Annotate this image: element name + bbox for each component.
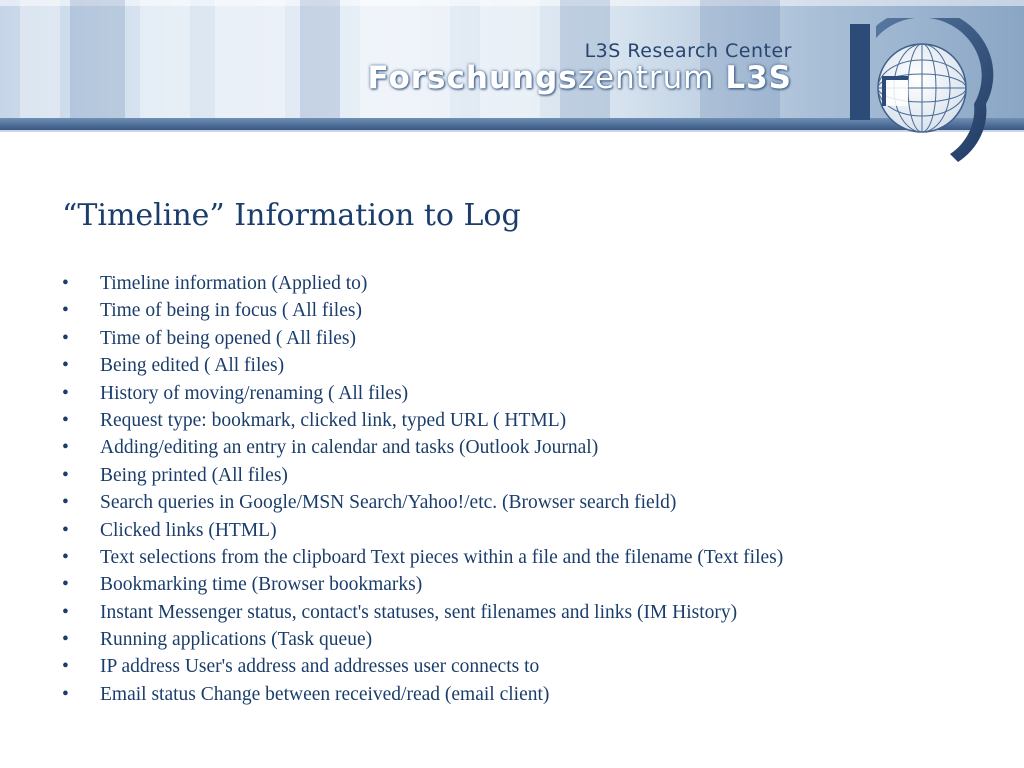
list-item <box>62 297 1002 324</box>
list-item-text: Timeline information (Applied to) <box>100 273 368 294</box>
bullet-icon: • <box>62 629 69 651</box>
bullet-icon: • <box>62 327 69 349</box>
list-item-text: Clicked links (HTML) <box>100 519 277 541</box>
list-item <box>62 462 1002 489</box>
list-item <box>62 434 1002 461</box>
list-item-text: Email status Change between received/read (email client) <box>100 683 550 705</box>
list-item <box>62 626 1002 653</box>
list-item-text: Instant Messenger status, contact's statuses, sent filenames and links (IM History) <box>100 601 738 623</box>
bullet-icon: • <box>62 574 69 596</box>
bullet-icon: • <box>62 382 69 404</box>
l3s-globe-logo-icon <box>846 18 1006 170</box>
list-item-text: Request type: bookmark, clicked link, typed URL ( HTML) <box>100 409 567 431</box>
list-item-text: Being edited ( All files) <box>100 355 285 377</box>
list-item-text: Running applications (Task queue) <box>100 629 373 651</box>
list-item <box>62 325 1002 352</box>
brand-title-part1: Forschungs <box>367 60 578 96</box>
bullet-icon: • <box>62 409 69 431</box>
list-item <box>62 653 1002 680</box>
list-item <box>62 681 1002 708</box>
list-item <box>62 380 1002 407</box>
list-item <box>62 270 1002 297</box>
list-item-text: Adding/editing an entry in calendar and tasks (Outlook Journal) <box>100 437 599 459</box>
brand-title <box>368 60 792 96</box>
banner-tile <box>300 0 340 132</box>
bullet-icon: • <box>62 656 69 678</box>
bullet-icon: • <box>62 492 69 514</box>
list-item <box>62 599 1002 626</box>
bullet-icon: • <box>62 273 69 294</box>
bullet-icon: • <box>62 300 69 322</box>
brand-title-part2: zentrum <box>577 60 715 96</box>
brand-title-part3: L3S <box>725 60 792 96</box>
list-item-text: Being printed (All files) <box>100 464 288 486</box>
banner-tile <box>20 0 60 132</box>
bullet-icon: • <box>62 601 69 623</box>
bullet-icon: • <box>62 437 69 459</box>
banner-tile <box>140 0 190 132</box>
list-item <box>62 517 1002 544</box>
list-item <box>62 352 1002 379</box>
list-item <box>62 489 1002 516</box>
list-item-text: History of moving/renaming ( All files) <box>100 382 409 404</box>
bullet-icon: • <box>62 519 69 541</box>
list-item-text: Search queries in Google/MSN Search/Yahoo!/etc. (Browser search field) <box>100 492 677 514</box>
bullet-icon: • <box>62 683 69 705</box>
logo-bar <box>850 24 870 120</box>
banner-tile <box>70 0 125 132</box>
list-item-text: Bookmarking time (Browser bookmarks) <box>100 574 423 596</box>
list-item <box>62 544 1002 571</box>
bullet-icon: • <box>62 546 69 568</box>
list-item <box>62 571 1002 598</box>
brand-subtitle: L3S Research Center <box>584 40 792 62</box>
list-item-text: Time of being opened ( All files) <box>100 327 356 349</box>
bullet-icon: • <box>62 464 69 486</box>
list-item-text: Time of being in focus ( All files) <box>100 300 362 322</box>
banner-tile <box>215 0 285 132</box>
slide-title: “Timeline” Information to Log <box>62 198 521 233</box>
list-item-text: IP address User's address and addresses user connects to <box>100 656 540 678</box>
list-item <box>62 407 1002 434</box>
bullet-list <box>62 270 1002 708</box>
list-item-text: Text selections from the clipboard Text pieces within a file and the filename (Text files) <box>100 546 784 568</box>
logo-highlight <box>884 76 908 106</box>
bullet-icon: • <box>62 355 69 377</box>
